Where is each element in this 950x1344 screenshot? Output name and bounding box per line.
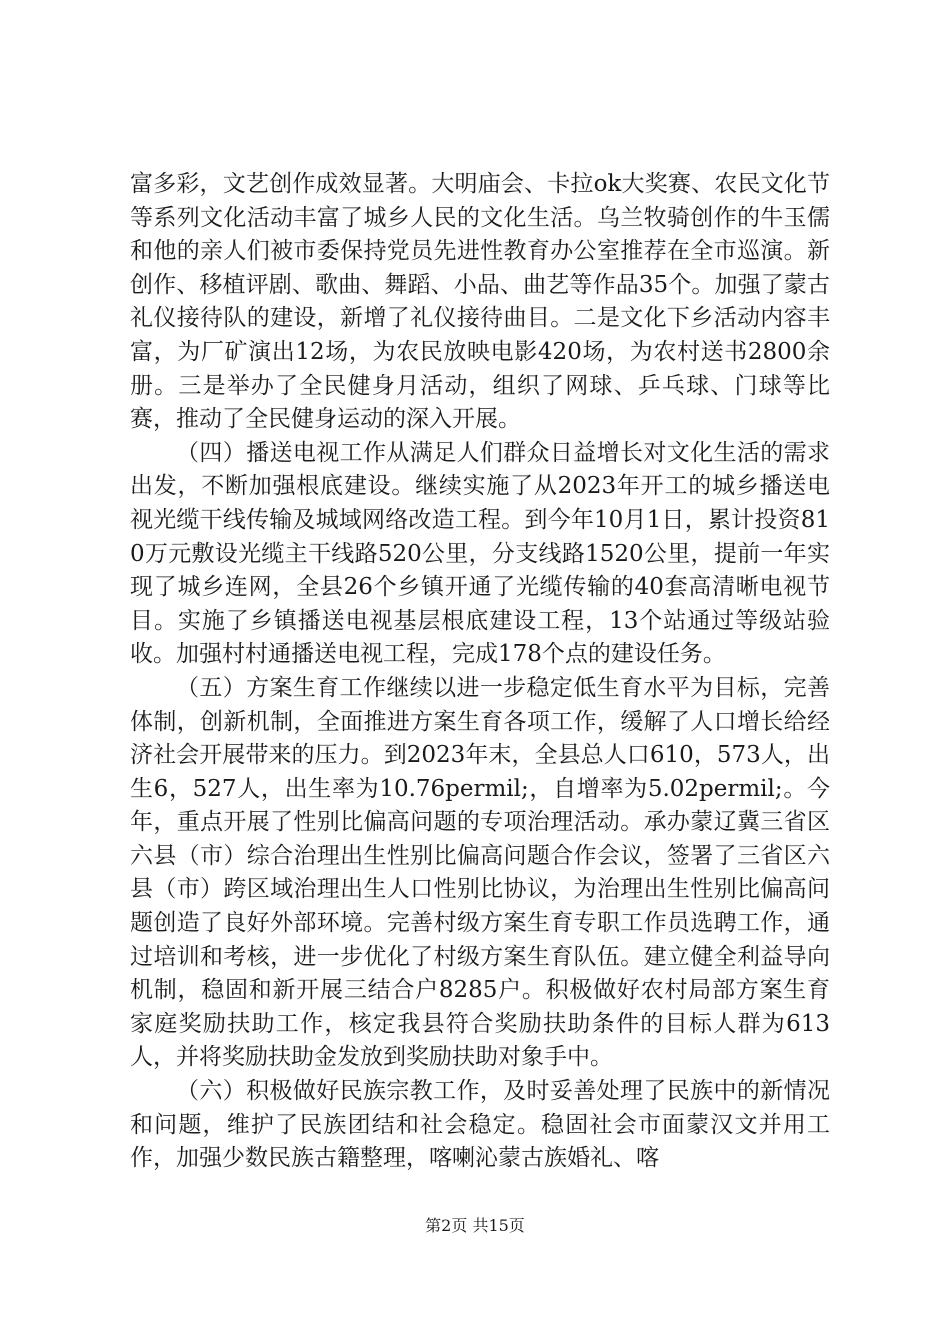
document-body [130,168,830,1176]
page-footer [0,1216,950,1236]
paragraph-family-planning: （五）方案生育工作继续以进一步稳定低生育水平为目标，完善体制，创新机制，全面推进方案生育各项工作，缓解了人口增长给经济社会开展带来的压力。到2023年末，全县总人口610，573人，出生6，527人，出生率为10.76permil;，自增率为5.02permil;。今年，重点开展了性别比偏高问题的专项治理活动。承办蒙辽冀三省区六县（市）综合治理出生性别比偏高问题合作会议，签署了三省区六县（市）跨区域治理出生人口性别比协议，为治理出生性别比偏高问题创造了良好外部环境。完善村级方案生育专职工作员选聘工作，通过培训和考核，进一步优化了村级方案生育队伍。建立健全利益导向机制，稳固和新开展三结合户8285户。积极做好农村局部方案生育家庭奖励扶助工作，核定我县符合奖励扶助条件的目标人群为613人，并将奖励扶助金发放到奖励扶助对象手中。 [130,674,830,1071]
page-number-label: 第2页 共15页 [425,1216,525,1235]
paragraph-culture-activities: 富多彩，文艺创作成效显著。大明庙会、卡拉ok大奖赛、农民文化节等系列文化活动丰富了城乡人民的文化生活。乌兰牧骑创作的牛玉儒和他的亲人们被市委保持党员先进性教育办公室推荐在全市巡演。新创作、移植评剧、歌曲、舞蹈、小品、曲艺等作品35个。加强了蒙古礼仪接待队的建设，新增了礼仪接待曲目。二是文化下乡活动内容丰富，为厂矿演出12场，为农民放映电影420场，为农村送书2800余册。三是举办了全民健身月活动，组织了网球、乒乓球、门球等比赛，推动了全民健身运动的深入开展。 [130,171,830,433]
paragraph-ethnic-religion: （六）积极做好民族宗教工作，及时妥善处理了民族中的新情况和问题，维护了民族团结和社会稳定。稳固社会市面蒙汉文并用工作，加强少数民族古籍整理，喀喇沁蒙古族婚礼、喀 [130,1078,830,1172]
paragraph-broadcast-tv: （四）播送电视工作从满足人们群众日益增长对文化生活的需求出发，不断加强根底建设。继续实施了从2023年开工的城乡播送电视光缆干线传输及城域网络改造工程。到今年10月1日，累计投资810万元敷设光缆主干线路520公里，分支线路1520公里，提前一年实现了城乡连网，全县26个乡镇开通了光缆传输的40套高清晰电视节目。实施了乡镇播送电视基层根底建设工程，13个站通过等级站验收。加强村村通播送电视工程，完成178个点的建设任务。 [130,439,830,668]
